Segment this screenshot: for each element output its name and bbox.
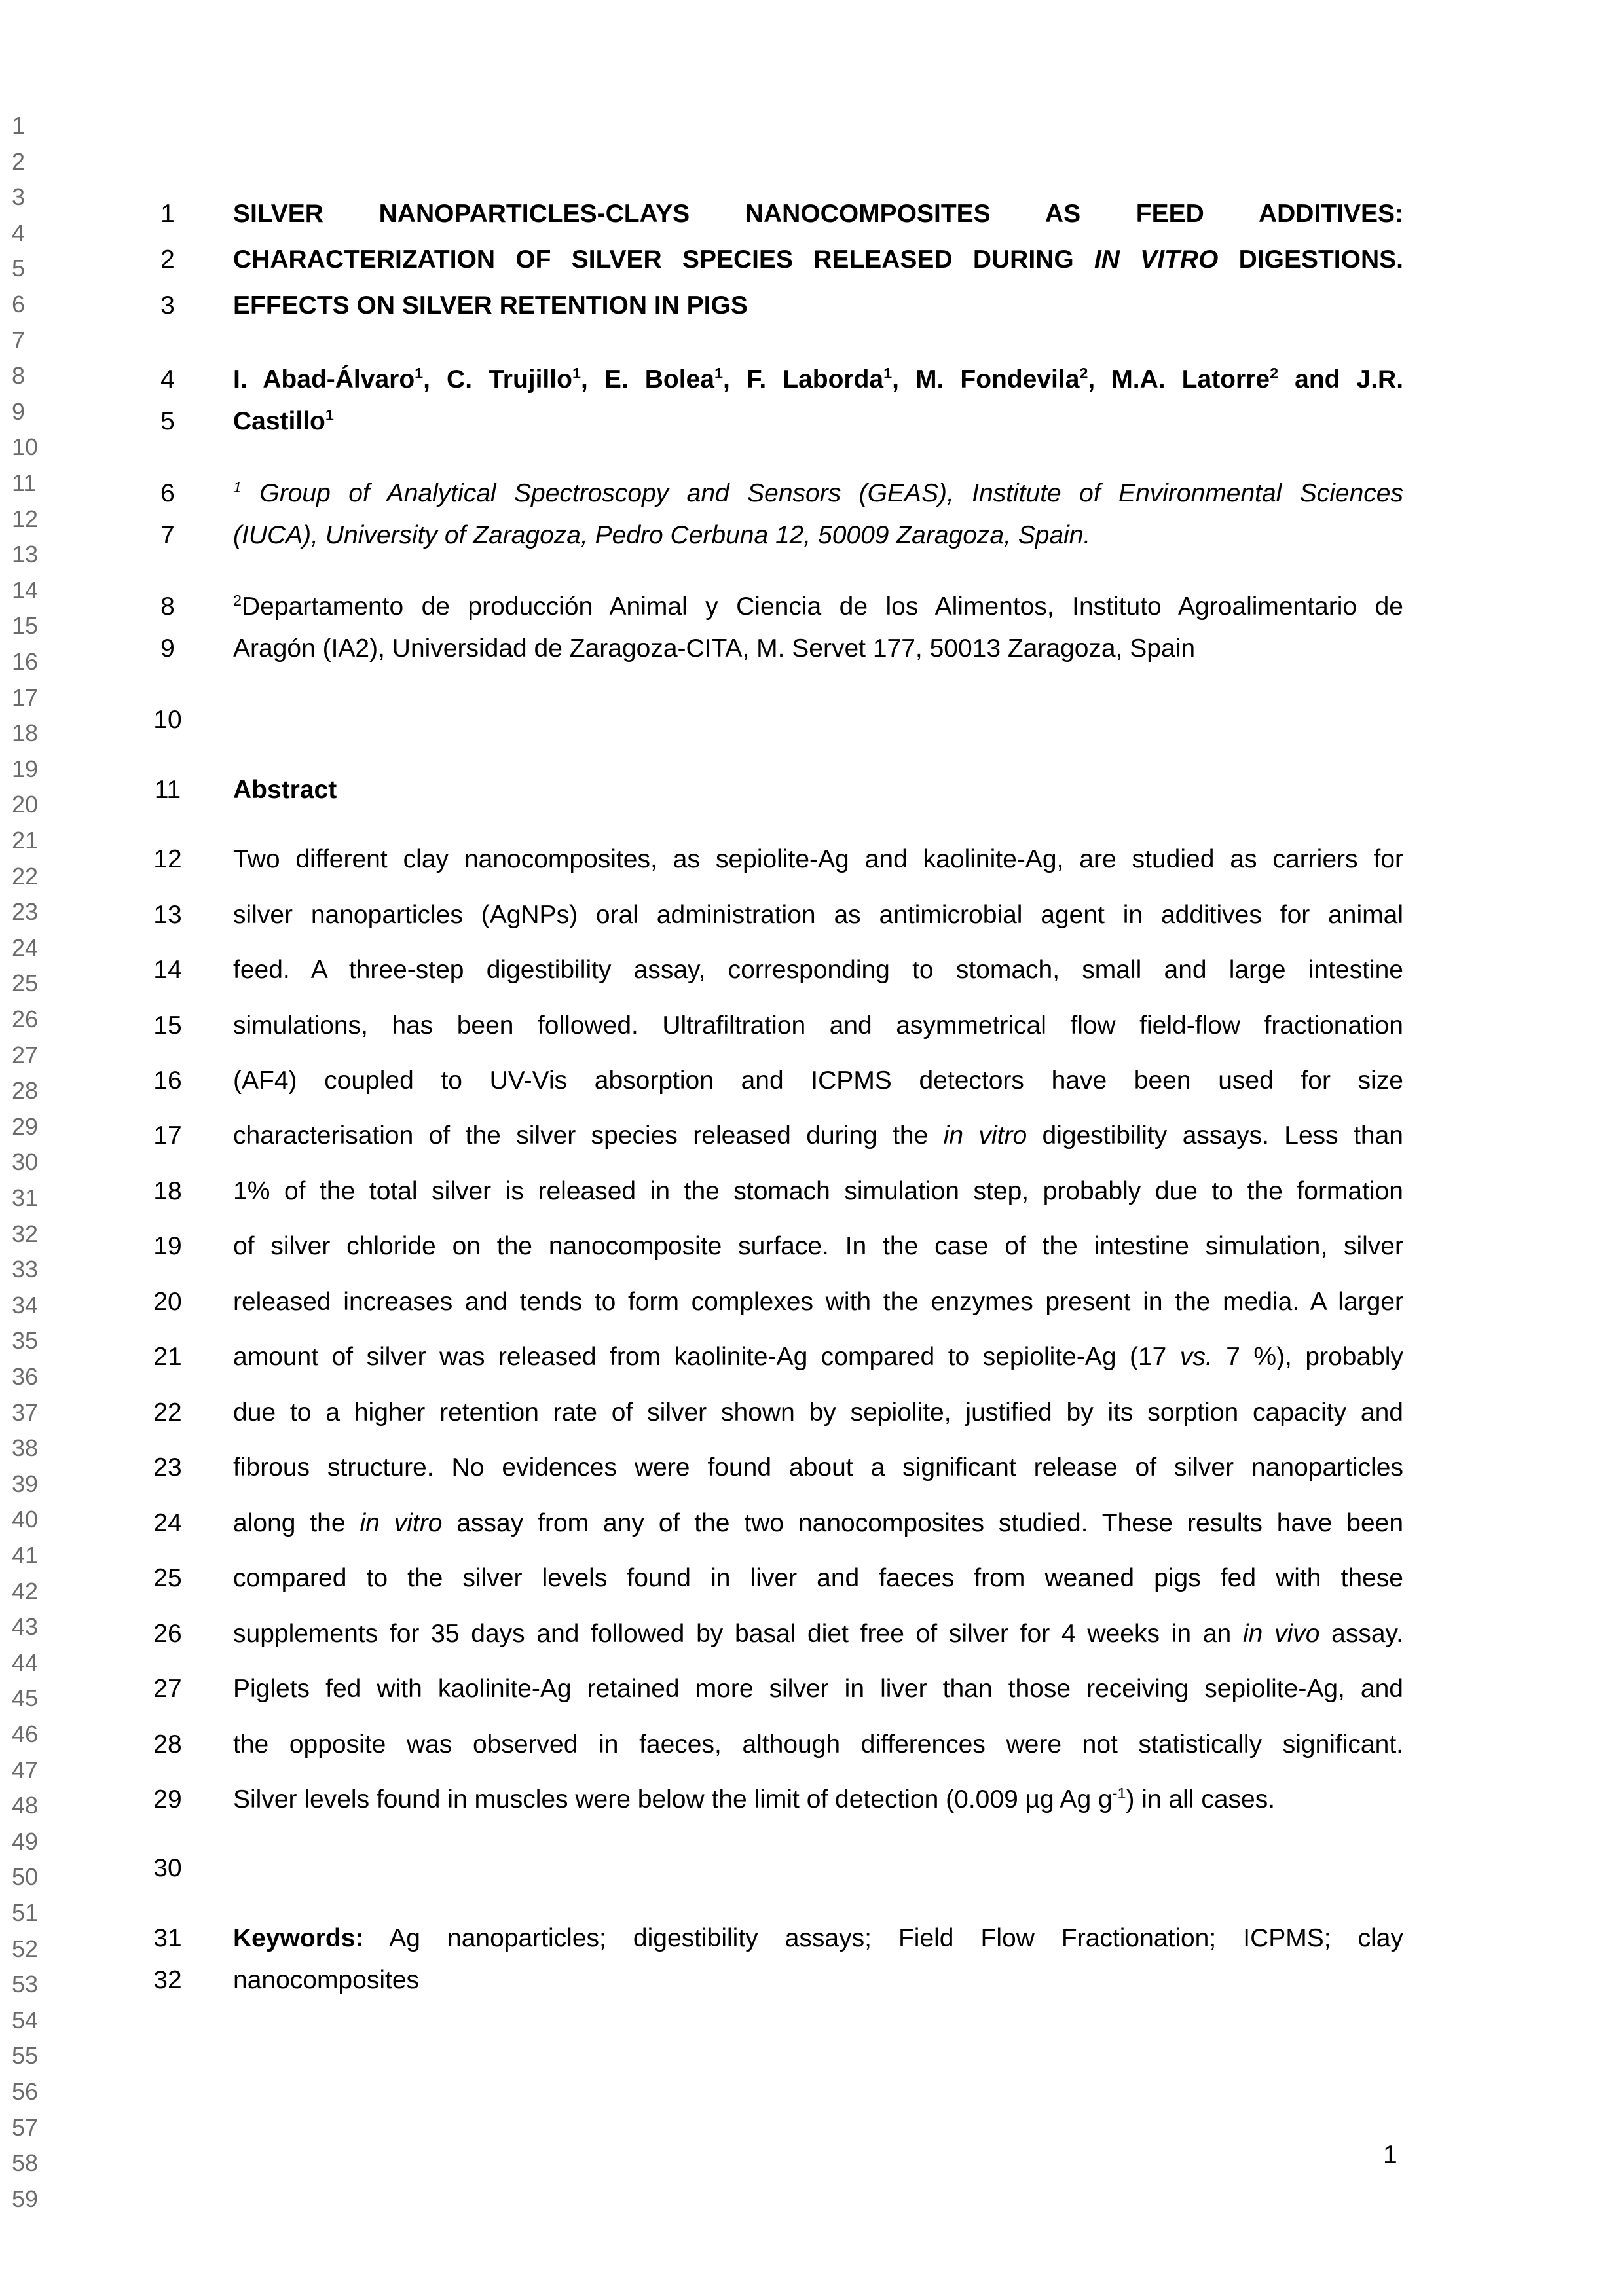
line-number: 32: [153, 1966, 182, 1994]
line-number: 6: [160, 479, 175, 507]
outer-line-number: 55: [12, 2042, 39, 2069]
abstract-line: fibrous structure. No evidences were found about a significant release of silver nanoparticles: [233, 1453, 1403, 1482]
outer-line-number: 22: [12, 862, 39, 890]
line-number: 7: [160, 521, 175, 549]
line-number: 4: [160, 365, 175, 393]
authors-line-2: Castillo$^1$: [233, 407, 334, 435]
line-number: 1: [160, 200, 175, 228]
affiliation-2-line-2: Aragón (IA2), Universidad de Zaragoza-CITA, M. Servet 177, 50013 Zaragoza, Spain: [233, 634, 1196, 663]
outer-line-number: 39: [12, 1470, 39, 1497]
line-number: 10: [153, 706, 182, 734]
outer-line-number: 37: [12, 1398, 39, 1426]
line-number: 27: [153, 1675, 182, 1703]
outer-line-number: 31: [12, 1184, 39, 1211]
outer-line-number: 18: [12, 720, 39, 747]
outer-line-number: 5: [12, 255, 26, 282]
outer-line-number: 23: [12, 898, 39, 926]
line-number: 23: [153, 1453, 182, 1482]
outer-line-number: 27: [12, 1041, 39, 1068]
outer-line-number: 47: [12, 1756, 39, 1783]
outer-line-number: 14: [12, 576, 39, 604]
line-number: 26: [153, 1620, 182, 1648]
outer-line-number: 50: [12, 1863, 39, 1891]
affiliation-1-line-2: (IUCA), University of Zaragoza, Pedro Cerbuna 12, 50009 Zaragoza, Spain.: [233, 521, 1091, 549]
line-number: 17: [153, 1121, 182, 1150]
affiliation-1-line-1: $^1$ Group of Analytical Spectroscopy and Sensors (GEAS), Institute of Environmental Sciences: [233, 479, 1403, 507]
abstract-line: Two different clay nanocomposites, as sepiolite-Ag and kaolinite-Ag, are studied as carriers for: [233, 845, 1403, 873]
outer-line-number: 26: [12, 1006, 39, 1032]
keywords-line-1: Keywords: Ag nanoparticles; digestibility assays; Field Flow Fractionation; ICPMS; clay: [233, 1924, 1403, 1952]
outer-line-number: 54: [12, 2006, 39, 2033]
page-number: 1: [1383, 2141, 1397, 2169]
line-number: 13: [153, 901, 182, 929]
line-number: 19: [153, 1232, 182, 1260]
outer-line-number: 15: [12, 612, 39, 640]
line-number: 24: [153, 1509, 182, 1537]
title-line-2: CHARACTERIZATION OF SILVER SPECIES RELEASED DURING IN VITRO DIGESTIONS.: [233, 246, 1403, 274]
keywords-line-2: nanocomposites: [233, 1966, 420, 1994]
outer-line-number: 16: [12, 648, 39, 675]
outer-line-number: 57: [12, 2113, 39, 2141]
abstract-line: characterisation of the silver species released during the in vitro digestibility assays. Less than: [233, 1121, 1403, 1150]
abstract-line: supplements for 35 days and followed by basal diet free of silver for 4 weeks in an in vivo assay.: [233, 1620, 1403, 1648]
outer-line-number: 44: [12, 1649, 39, 1676]
abstract-line: (AF4) coupled to UV-Vis absorption and ICPMS detectors have been used for size: [233, 1066, 1403, 1095]
outer-line-number: 42: [12, 1577, 39, 1605]
abstract-heading: Abstract: [233, 776, 337, 804]
outer-line-number: 6: [12, 291, 26, 318]
line-number: 22: [153, 1398, 182, 1427]
line-number: 11: [154, 776, 181, 804]
outer-line-number: 17: [12, 683, 39, 711]
line-number: 30: [153, 1854, 182, 1882]
outer-line-number: 45: [12, 1685, 39, 1712]
outer-line-number: 28: [12, 1077, 39, 1104]
outer-line-number: 21: [12, 827, 39, 854]
line-number: 2: [160, 246, 175, 274]
outer-line-number: 51: [12, 1899, 39, 1926]
outer-line-number: 59: [12, 2185, 39, 2212]
abstract-line: of silver chloride on the nanocomposite surface. In the case of the intestine simulation, silver: [233, 1232, 1403, 1260]
abstract-line: simulations, has been followed. Ultrafiltration and asymmetrical flow field-flow fractionation: [233, 1011, 1403, 1040]
line-number: 8: [160, 592, 175, 621]
authors-line-1: I. Abad-Álvaro$^1$, C. Trujillo$^1$, E. Bolea$^1$, F. Laborda$^1$, M. Fondevila$^2$, M.A. Latorre$^2$ and J.R.: [233, 365, 1404, 393]
outer-line-number: 36: [12, 1363, 39, 1390]
abstract-line: released increases and tends to form complexes with the enzymes present in the media. A larger: [233, 1288, 1403, 1316]
outer-line-number: 53: [12, 1971, 39, 1998]
line-number: 5: [160, 407, 175, 435]
outer-line-number: 4: [12, 219, 26, 246]
abstract-line: along the in vitro assay from any of the two nanocomposites studied. These results have been: [233, 1509, 1404, 1537]
outer-line-number: 30: [12, 1148, 39, 1176]
line-number: 12: [153, 845, 182, 873]
outer-line-number: 56: [12, 2078, 39, 2105]
line-number: 15: [153, 1011, 182, 1040]
outer-line-number: 48: [12, 1792, 39, 1819]
outer-line-number: 10: [12, 433, 39, 461]
line-number: 3: [160, 291, 175, 319]
abstract-line: due to a higher retention rate of silver shown by sepiolite, justified by its sorption capacity and: [233, 1398, 1403, 1427]
line-number: 28: [153, 1730, 182, 1758]
abstract-line: Silver levels found in muscles were below the limit of detection (0.009 µg Ag $g^{-1}$) in all cases.: [233, 1785, 1276, 1813]
outer-line-number: 58: [12, 2149, 39, 2177]
outer-line-number: 52: [12, 1935, 39, 1962]
outer-line-number: 46: [12, 1721, 39, 1747]
line-number: 14: [153, 956, 182, 984]
line-number: 9: [160, 634, 175, 663]
outer-line-number: 8: [12, 362, 26, 390]
outer-line-number: 13: [12, 541, 39, 568]
title-line-1: SILVER NANOPARTICLES-CLAYS NANOCOMPOSITES AS FEED ADDITIVES:: [233, 200, 1403, 228]
outer-line-number: 7: [12, 326, 26, 354]
line-number: 20: [153, 1288, 182, 1316]
outer-line-number: 32: [12, 1220, 39, 1247]
outer-line-number: 25: [12, 970, 39, 997]
line-number: 21: [153, 1343, 182, 1371]
outer-line-number: 49: [12, 1827, 39, 1855]
outer-line-number: 19: [12, 755, 39, 782]
outer-line-number: 1: [12, 112, 26, 139]
line-number: 31: [153, 1924, 182, 1952]
outer-line-number: 33: [12, 1256, 39, 1283]
abstract-line: feed. A three-step digestibility assay, corresponding to stomach, small and large intestine: [233, 956, 1403, 984]
outer-line-number: 2: [12, 147, 26, 175]
outer-line-number: 20: [12, 791, 39, 818]
outer-line-number: 43: [12, 1613, 39, 1641]
outer-line-number: 11: [12, 469, 37, 496]
abstract-line: silver nanoparticles (AgNPs) oral administration as antimicrobial agent in additives for animal: [233, 901, 1403, 929]
outer-line-number: 24: [12, 934, 39, 961]
line-number: 25: [153, 1564, 182, 1592]
abstract-line: amount of silver was released from kaolinite-Ag compared to sepiolite-Ag (17 vs. 7 %), probably: [233, 1343, 1403, 1371]
abstract-line: the opposite was observed in faeces, although differences were not statistically significant.: [233, 1730, 1403, 1758]
outer-line-number: 40: [12, 1506, 39, 1533]
outer-line-number: 29: [12, 1112, 39, 1140]
abstract-line: compared to the silver levels found in liver and faeces from weaned pigs fed with these: [233, 1564, 1403, 1592]
line-number: 18: [153, 1177, 182, 1205]
outer-line-number: 12: [12, 505, 39, 532]
keywords-label: Keywords:: [233, 1924, 364, 1952]
affiliation-2-line-1: $^2$Departamento de producción Animal y Ciencia de los Alimentos, Instituto Agroalimentario de: [233, 592, 1403, 621]
title-line-3: EFFECTS ON SILVER RETENTION IN PIGS: [233, 291, 748, 319]
abstract-line: Piglets fed with kaolinite-Ag retained more silver in liver than those receiving sepiolite-Ag, and: [233, 1675, 1403, 1703]
outer-line-number: 34: [12, 1291, 39, 1319]
outer-line-number: 3: [12, 183, 26, 211]
abstract-line: 1% of the total silver is released in the stomach simulation step, probably due to the formation: [233, 1177, 1403, 1205]
line-number: 16: [153, 1066, 182, 1095]
outer-line-number: 9: [12, 397, 26, 425]
outer-line-number: 35: [12, 1327, 39, 1355]
outer-line-number: 41: [12, 1542, 39, 1569]
line-number: 29: [153, 1785, 182, 1813]
outer-line-number: 38: [12, 1434, 39, 1462]
